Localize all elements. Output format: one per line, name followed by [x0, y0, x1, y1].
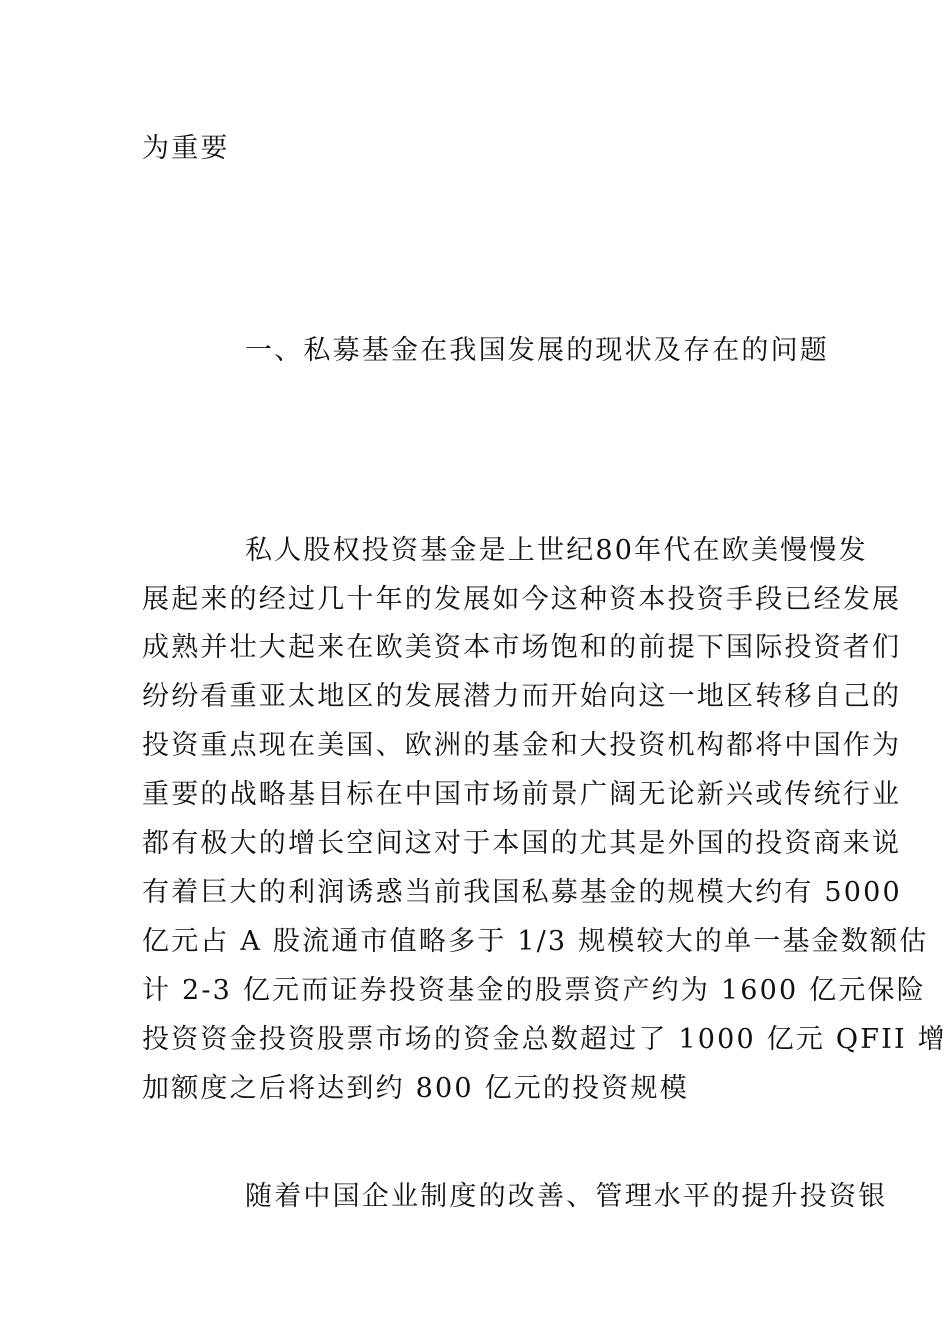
paragraph-line: 纷纷看重亚太地区的发展潜力而开始向这一地区转移自己的 [142, 681, 902, 712]
paragraph-line: 展起来的经过几十年的发展如今这种资本投资手段已经发展 [142, 584, 902, 615]
paragraph-line: 有着巨大的利润诱惑当前我国私募基金的规模大约有 5000 [142, 877, 902, 908]
section-heading: 一、私募基金在我国发展的现状及存在的问题 [245, 335, 829, 366]
paragraph-line: 都有极大的增长空间这对于本国的尤其是外国的投资商来说 [142, 828, 902, 859]
paragraph-line: 随着中国企业制度的改善、管理水平的提升投资银 [245, 1181, 888, 1212]
paragraph-line: 计 2-3 亿元而证券投资基金的股票资产约为 1600 亿元保险 [142, 975, 926, 1006]
paragraph-line: 私人股权投资基金是上世纪80年代在欧美慢慢发 [245, 535, 868, 566]
paragraph-line: 投资资金投资股票市场的资金总数超过了 1000 亿元 QFII 增 [142, 1024, 947, 1055]
paragraph-line: 投资重点现在美国、欧洲的基金和大投资机构都将中国作为 [142, 730, 902, 761]
paragraph-line: 成熟并壮大起来在欧美资本市场饱和的前提下国际投资者们 [142, 632, 902, 663]
paragraph-line: 加额度之后将达到约 800 亿元的投资规模 [142, 1073, 689, 1104]
paragraph-line: 重要的战略基目标在中国市场前景广阔无论新兴或传统行业 [142, 779, 902, 810]
paragraph-line: 亿元占 A 股流通市值略多于 1/3 规模较大的单一基金数额估 [142, 926, 929, 957]
text-fragment: 为重要 [142, 133, 230, 164]
